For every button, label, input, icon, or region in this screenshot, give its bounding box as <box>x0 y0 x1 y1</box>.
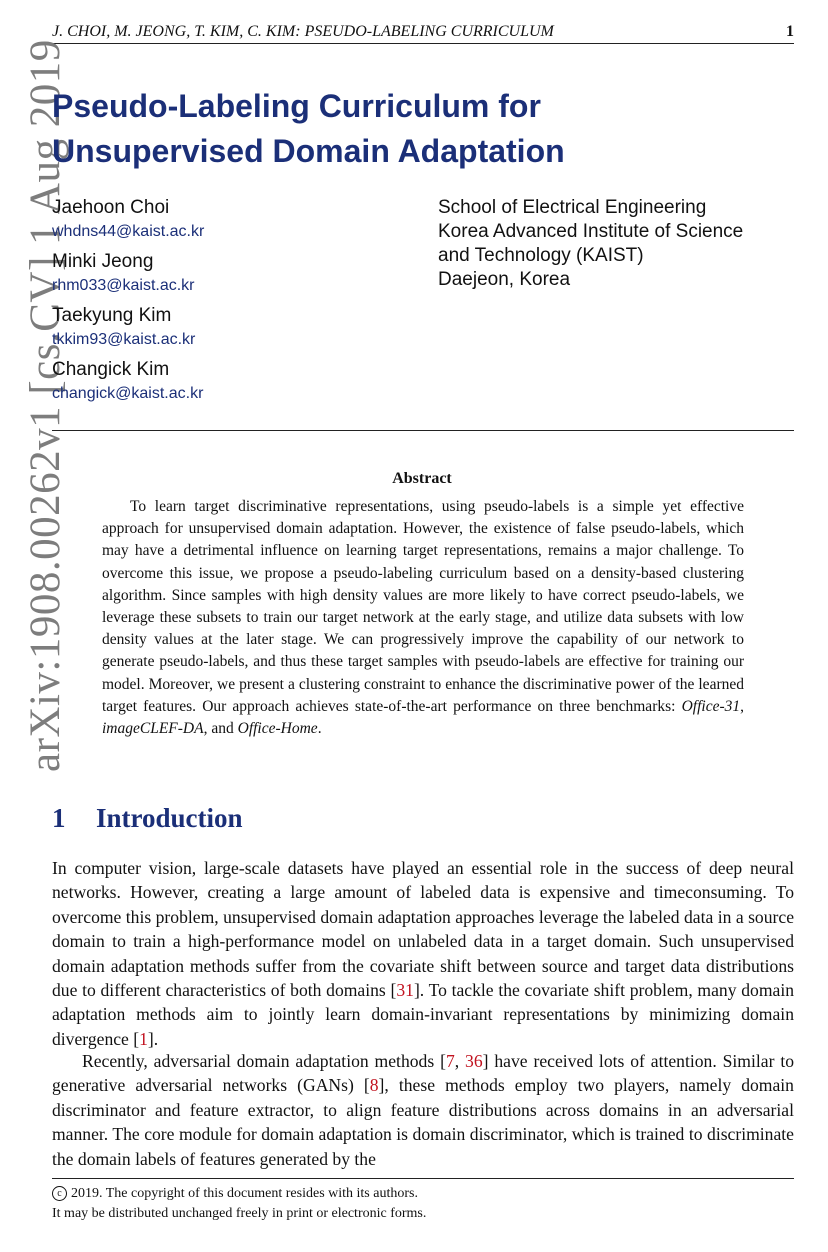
benchmark-name: imageCLEF-DA <box>102 720 204 738</box>
abstract-heading: Abstract <box>392 470 452 487</box>
benchmark-name: Office-31 <box>681 697 741 715</box>
affiliation <box>438 196 798 292</box>
footer-divider <box>52 1178 794 1179</box>
header-divider <box>52 430 794 431</box>
copyright-icon: c <box>52 1186 67 1201</box>
author-name: Minki Jeong <box>52 251 154 272</box>
author-entry <box>52 250 402 298</box>
affiliation-line: and Technology (KAIST) <box>438 245 644 266</box>
benchmark-name: Office-Home <box>237 720 318 738</box>
section-heading <box>52 800 243 836</box>
citation-link[interactable]: 36 <box>465 1051 483 1071</box>
author-name: Taekyung Kim <box>52 305 172 326</box>
author-entry <box>52 358 402 406</box>
author-email-link[interactable]: rhm033@kaist.ac.kr <box>52 277 195 294</box>
affiliation-line: Daejeon, Korea <box>438 269 571 290</box>
author-name: Changick Kim <box>52 359 170 380</box>
author-email-link[interactable]: tkkim93@kaist.ac.kr <box>52 331 196 348</box>
abstract-text: To learn target discriminative representations, using pseudo-labels is a simple yet effective approach for unsupervised domain adaptation. However, the existence of false pseudo-labels, which may have a detrimental influence on learning target representations, remains a major challenge. To overcome this issue, we propose a pseudo-labeling curriculum based on a density-based clustering algorithm. Since samples with high density values are more likely to have correct pseudo-labels, we leverage these subsets to train our target network at the early stage, and utilize data subsets with low density values at the later stage. We can progressively improve the capability of our network to generate pseudo-labels, and thus these target samples with pseudo-labels are effective for training our model. Moreover, we present a clustering constraint to enhance the discriminative power of the learned target features. Our approach achieves state-of-the-art performance on three benchmarks: Office-31, imageCLEF-DA, and Office-Home. <box>102 498 744 738</box>
running-title: J. CHOI, M. JEONG, T. KIM, C. KIM: PSEUDO-LABELING CURRICULUM <box>52 23 554 40</box>
paper-title <box>52 84 792 174</box>
copyright-line: c 2019. The copyright of this document resides with its authors. <box>52 1184 794 1204</box>
citation-link[interactable]: 7 <box>445 1051 455 1071</box>
title-line-2: Unsupervised Domain Adaptation <box>52 133 565 169</box>
section-number: 1 <box>52 803 66 833</box>
section-title: Introduction <box>96 803 243 833</box>
citation-link[interactable]: 1 <box>139 1028 148 1049</box>
page-number: 1 <box>786 23 794 40</box>
copyright-footer <box>52 1184 794 1224</box>
distribution-line: It may be distributed unchanged freely in print or electronic forms. <box>52 1206 427 1221</box>
intro-paragraph-1: In computer vision, large-scale datasets have played an essential role in the success of deep neural networks. However, creating a large amount of labeled data is expensive and timeconsuming. To overcome this problem, unsupervised domain adaptation approaches leverage the labeled data in a source domain to train a high-performance model on unlabeled data in a target domain. Such unsupervised domain adaptation methods suffer from the covariate shift between source and target data distributions due to different characteristics of both domains [31]. To tackle the covariate shift problem, many domain adaptation methods aim to jointly learn domain-invariant representations by minimizing domain divergence [1]. <box>52 858 794 1049</box>
arxiv-stamp: arXiv:1908.00262v1 [cs.CV] 1 Aug 2019 <box>22 39 69 772</box>
title-line-1: Pseudo-Labeling Curriculum for <box>52 88 541 124</box>
running-header <box>52 21 794 44</box>
citation-link[interactable]: 31 <box>396 980 414 1001</box>
author-email-link[interactable]: whdns44@kaist.ac.kr <box>52 223 205 240</box>
affiliation-line: School of Electrical Engineering <box>438 197 707 218</box>
citation-link[interactable]: 8 <box>369 1075 379 1096</box>
author-name: Jaehoon Choi <box>52 197 170 218</box>
author-entry <box>52 196 402 244</box>
affiliation-line: Korea Advanced Institute of Science <box>438 221 744 242</box>
intro-paragraph-2: Recently, adversarial domain adaptation methods [7, 36] have received lots of attention. Similar to generative adversarial networks (GANs) [8], these methods employ two players, namely domain discriminator and feature extractor, to align feature distributions across domains in an adversarial manner. The core module for domain adaptation is domain discriminator, which is trained to discriminate the domain labels of features generated by the <box>52 1051 795 1169</box>
author-entry <box>52 304 402 352</box>
author-email-link[interactable]: changick@kaist.ac.kr <box>52 385 204 402</box>
author-list <box>52 196 402 412</box>
